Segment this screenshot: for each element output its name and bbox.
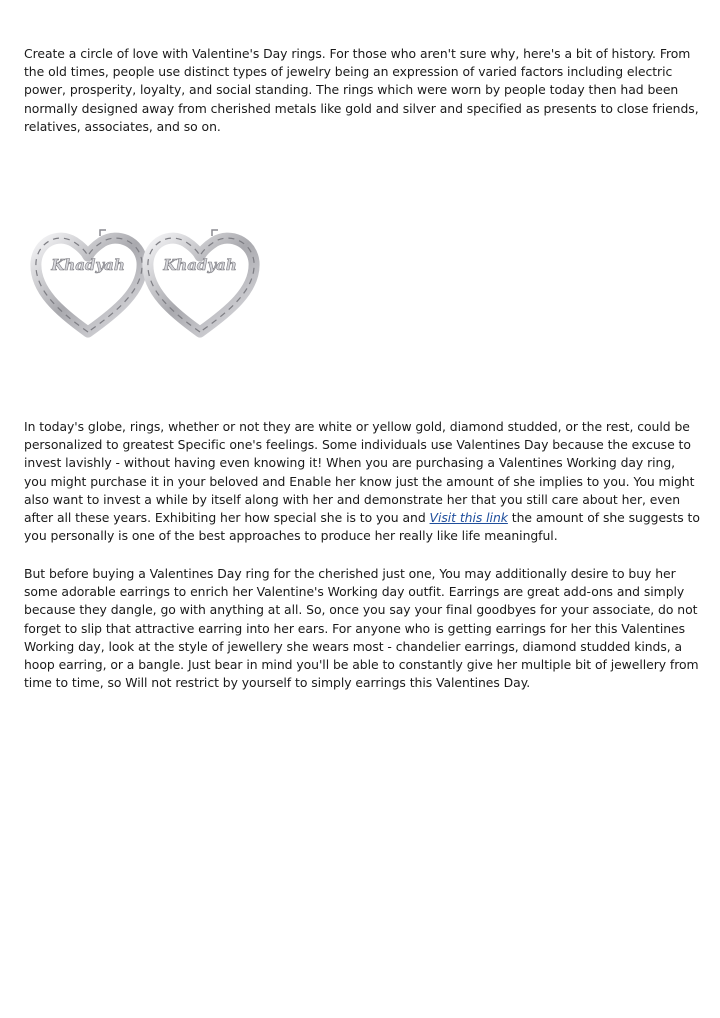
right-heart-earring	[148, 230, 254, 332]
left-heart-earring	[36, 230, 142, 332]
visit-this-link[interactable]: Visit this link	[429, 510, 508, 526]
paragraph-rings-text-b: the amount of she suggests to you personally is one of the best approaches to produce her really like life meaningful.	[24, 510, 700, 544]
heart-earrings-image	[30, 228, 270, 338]
right-earring-name: Khadyah	[163, 256, 237, 274]
paragraph-earrings: But before buying a Valentines Day ring for the cherished just one, You may additionally desire to buy her some adorable earrings to enrich her Valentine's Working day outfit. Earrings are great add-ons and simply because they dangle, go with anything at all. So, once you say your final goodbyes for your associate, do not forget to slip that attractive earring into her ears. For anyone who is getting earrings for her this Valentines Working day, look at the style of jewellery she wears most - chandelier earrings, diamond studded kinds, a hoop earring, or a bangle. Just bear in mind you'll be able to constantly give her multiple bit of jewellery from time to time, so Will not restrict by yourself to simply earrings this Valentines Day.	[24, 566, 699, 691]
paragraph-rings	[24, 418, 700, 545]
paragraph-rings-text-a: In today's globe, rings, whether or not they are white or yellow gold, diamond studded, or the rest, could be personalized to greatest Specific one's feelings. Some individuals use Valentines Day because the excuse to invest lavishly - without having even knowing it! When you are purchasing a Valentines Working day ring, you might purchase it in your beloved and Enable her know just the amount of she implies to you. You might also want to invest a while by itself along with her and demonstrate her that you still care about her, even after all these years. Exhibiting her how special she is to you and	[24, 419, 695, 526]
paragraph-intro: Create a circle of love with Valentine's Day rings. For those who aren't sure why, here's a bit of history. From the old times, people use distinct types of jewelry being an expression of varied factors including electric power, prosperity, loyalty, and social standing. The rings which were worn by people today then had been normally designed away from cherished metals like gold and silver and specified as presents to close friends, relatives, associates, and so on.	[24, 46, 699, 134]
left-earring-name: Khadyah	[51, 256, 125, 274]
